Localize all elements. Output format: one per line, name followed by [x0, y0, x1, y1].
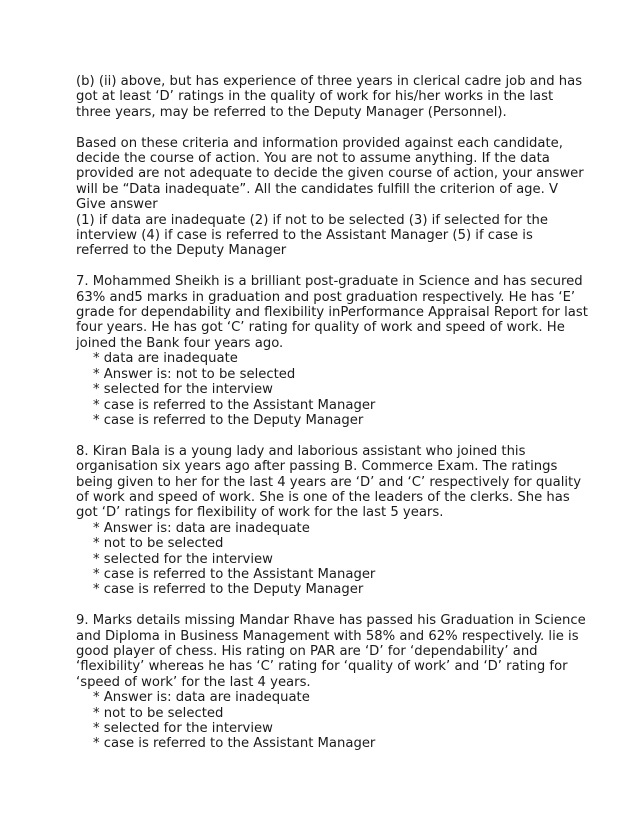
text-line: referred to the Deputy Manager: [76, 243, 287, 259]
option-item: * Answer is: data are inadequate: [93, 690, 310, 706]
text-line: four years. He has got ‘C’ rating for quality of work and speed of work. He: [76, 320, 565, 336]
text-line: three years, may be referred to the Deputy Manager (Personnel).: [76, 104, 507, 120]
option-item: * selected for the interview: [93, 551, 273, 567]
text-line: 63% and5 marks in graduation and post graduation respectively. He has ‘E’: [76, 289, 576, 305]
text-line: 8. Kiran Bala is a young lady and laborious assistant who joined this: [76, 443, 526, 459]
question-text: [76, 274, 588, 351]
question-9: [76, 613, 586, 752]
text-line: interview (4) if case is referred to the Assistant Manager (5) if case is: [76, 228, 533, 244]
text-line: 7. Mohammed Sheikh is a brilliant post-graduate in Science and has secured: [76, 274, 583, 290]
text-line: good player of chess. His rating on PAR are ‘D’ for ‘dependability’ and: [76, 643, 538, 659]
text-line: and Diploma in Business Management with 58% and 62% respectively. lie is: [76, 628, 579, 644]
text-line: Based on these criteria and information provided against each candidate,: [76, 135, 563, 151]
option-item: * Answer is: data are inadequate: [93, 520, 310, 536]
document-page: [76, 74, 588, 767]
option-list: [76, 690, 576, 752]
option-list: [76, 351, 576, 428]
intro-paragraph-1: [76, 74, 583, 120]
question-8: [76, 443, 582, 598]
text-line: ‘speed of work’ for the last 4 years.: [76, 674, 311, 690]
option-item: * case is referred to the Assistant Manager: [93, 397, 376, 413]
text-line: (1) if data are inadequate (2) if not to be selected (3) if selected for the: [76, 212, 548, 228]
text-line: got ‘D’ ratings for flexibility of work for the last 5 years.: [76, 505, 444, 521]
option-list: [76, 521, 576, 598]
question-text: [76, 443, 582, 521]
option-item: * not to be selected: [93, 536, 224, 552]
text-line: provided are not adequate to decide the given course of action, your answer: [76, 166, 584, 182]
option-item: * case is referred to the Assistant Manager: [93, 566, 376, 582]
option-item: * case is referred to the Assistant Manager: [93, 736, 376, 752]
text-line: (b) (ii) above, but has experience of three years in clerical cadre job and has: [76, 74, 583, 89]
question-7: [76, 274, 588, 428]
text-line: 9. Marks details missing Mandar Rhave has passed his Graduation in Science: [76, 613, 586, 629]
option-item: * not to be selected: [93, 705, 224, 721]
text-line: joined the Bank four years ago.: [76, 335, 284, 351]
option-item: * selected for the interview: [93, 382, 273, 398]
option-item: * case is referred to the Deputy Manager: [93, 582, 364, 598]
text-line: ‘flexibility’ whereas he has ‘C’ rating for ‘quality of work’ and ‘D’ rating for: [76, 659, 568, 675]
option-item: * case is referred to the Deputy Manager: [93, 412, 364, 428]
text-line: being given to her for the last 4 years are ‘D’ and ‘C’ respectively for quality: [76, 474, 582, 490]
option-item: * selected for the interview: [93, 721, 273, 736]
text-line: decide the course of action. You are not to assume anything. If the data: [76, 151, 550, 167]
intro-paragraph-2: [76, 135, 584, 259]
text-line: will be “Data inadequate”. All the candidates fulfill the criterion of age. V: [76, 181, 559, 197]
option-item: * Answer is: not to be selected: [93, 366, 296, 382]
text-line: Give answer: [76, 197, 158, 213]
text-line: grade for dependability and flexibility inPerformance Appraisal Report for last: [76, 305, 588, 321]
text-line: organisation six years ago after passing B. Commerce Exam. The ratings: [76, 459, 558, 475]
option-item: * data are inadequate: [93, 351, 238, 367]
text-line: of work and speed of work. She is one of the leaders of the clerks. She has: [76, 489, 570, 505]
text-line: got at least ‘D’ ratings in the quality of work for his/her works in the last: [76, 89, 554, 105]
question-text: [76, 613, 586, 690]
